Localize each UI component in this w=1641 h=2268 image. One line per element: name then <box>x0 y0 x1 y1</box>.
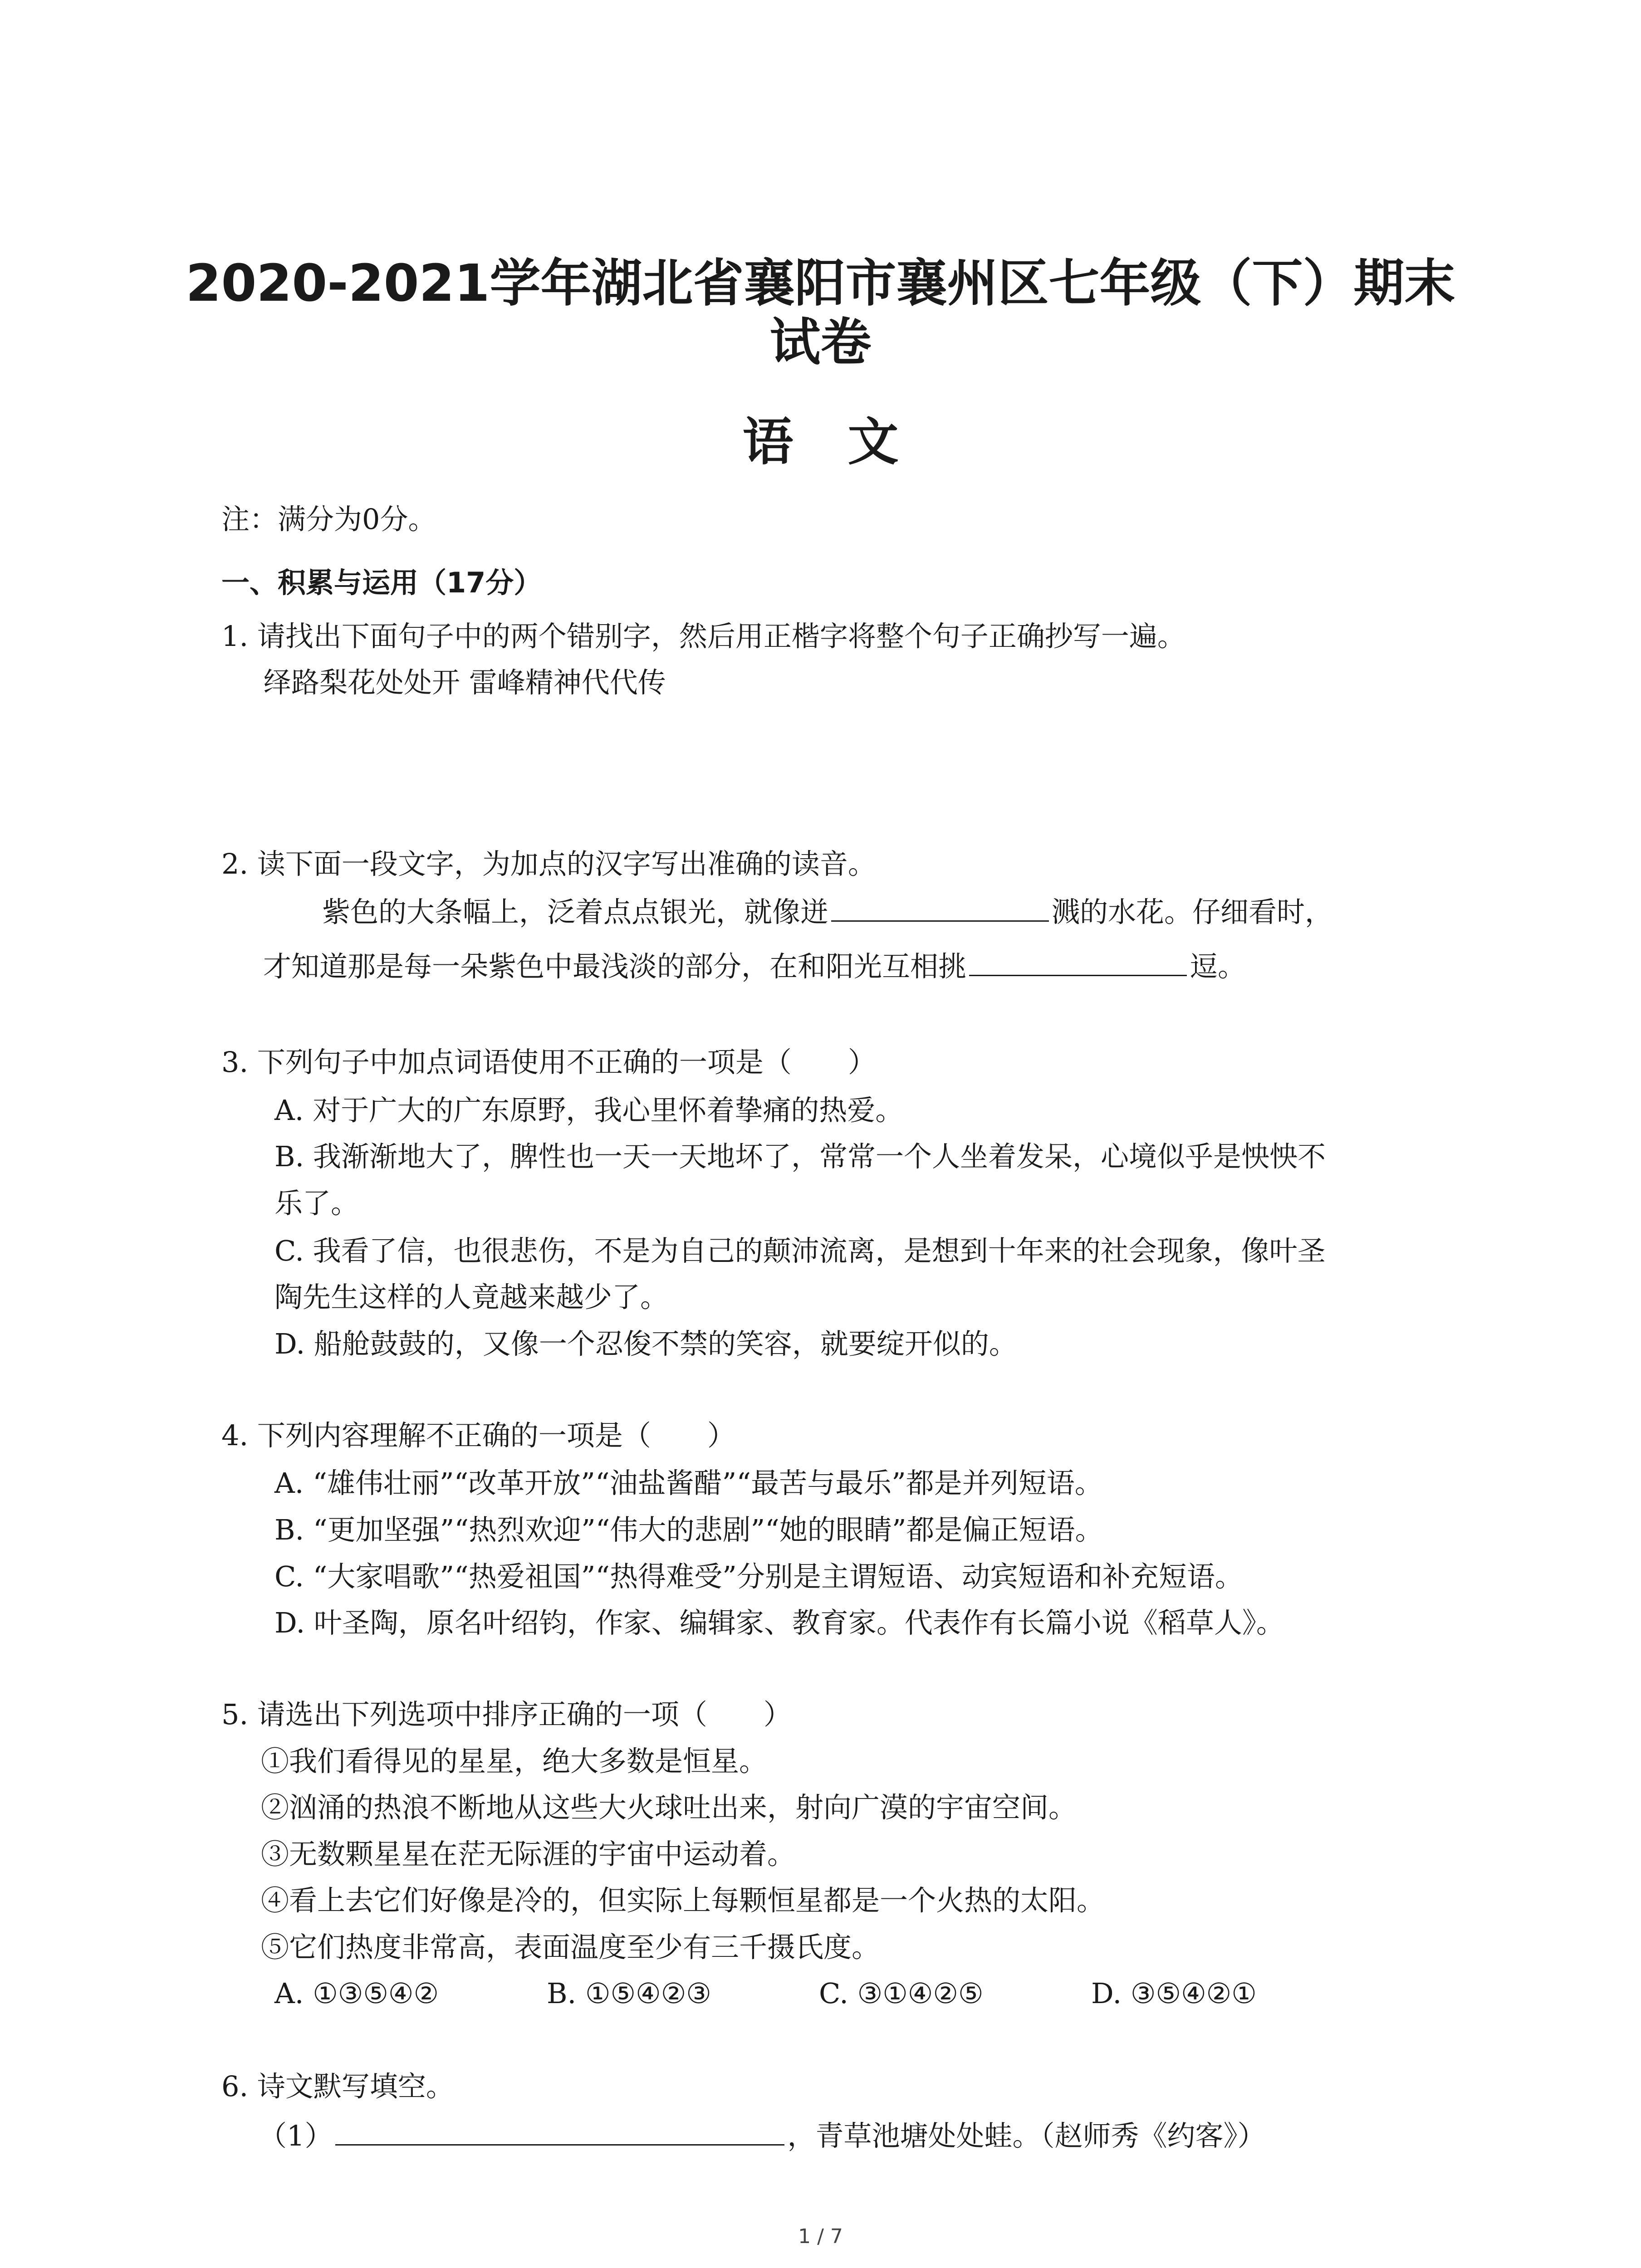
q6-stem: 6. 诗文默写填空。 <box>221 2070 454 2103</box>
q4-option-b[interactable]: B. “更加坚强”“热烈欢迎”“伟大的悲剧”“她的眼睛”都是偏正短语。 <box>274 1513 1103 1546</box>
q2-paragraph-line2 <box>263 947 1246 985</box>
q3-option-c-line2: 陶先生这样的人竟越来越少了。 <box>274 1281 669 1314</box>
q3-option-a[interactable]: A. 对于广大的广东原野，我心里怀着挚痛的热爱。 <box>274 1094 904 1127</box>
q2-stem: 2. 读下面一段文字，为加点的汉字写出准确的读音。 <box>221 847 876 880</box>
q5-option-d[interactable]: D. ③⑤④②① <box>1091 1977 1257 2010</box>
q6-item1-number: （1） <box>259 2119 333 2152</box>
q2-text-before-blank1: 紫色的大条幅上，泛着点点银光，就像迸 <box>322 895 829 929</box>
q4-option-d[interactable]: D. 叶圣陶，原名叶绍钧，作家、编辑家、教育家。代表作有长篇小说《稻草人》。 <box>274 1606 1284 1639</box>
q3-option-c-line1[interactable]: C. 我看了信，也很悲伤，不是为自己的颠沛流离，是想到十年来的社会现象，像叶圣 <box>274 1234 1326 1267</box>
q4-option-c[interactable]: C. “大家唱歌”“热爱祖国”“热得难受”分别是主谓短语、动宾短语和补充短语。 <box>274 1560 1243 1593</box>
q5-option-a[interactable]: A. ①③⑤④② <box>274 1977 439 2010</box>
q5-sentence-2: ②汹涌的热浪不断地从这些大火球吐出来，射向广漠的宇宙空间。 <box>261 1791 1077 1824</box>
q5-stem: 5. 请选出下列选项中排序正确的一项（ ） <box>221 1698 792 1731</box>
q4-option-a[interactable]: A. “雄伟壮丽”“改革开放”“油盐酱醋”“最苦与最乐”都是并列短语。 <box>274 1466 1103 1500</box>
q2-answer-blank-2[interactable] <box>969 947 1187 976</box>
q5-sentence-4: ④看上去它们好像是冷的，但实际上每颗恒星都是一个火热的太阳。 <box>261 1884 1105 1917</box>
q2-text-after-blank1: 溅的水花。仔细看时， <box>1052 895 1333 929</box>
q5-option-b[interactable]: B. ①⑤④②③ <box>547 1977 711 2010</box>
q5-options-row <box>274 1975 1363 2012</box>
q4-stem: 4. 下列内容理解不正确的一项是（ ） <box>221 1419 735 1452</box>
exam-title-line2: 试卷 <box>769 313 872 372</box>
q5-sentence-3: ③无数颗星星在茫无际涯的宇宙中运动着。 <box>261 1838 796 1871</box>
q6-item-1 <box>259 2116 1265 2154</box>
q1-stem: 1. 请找出下面句子中的两个错别字，然后用正楷字将整个句子正确抄写一遍。 <box>221 620 1185 653</box>
subject-heading: 语文 <box>742 413 953 472</box>
q2-text-before-blank2: 才知道那是每一朵紫色中最浅淡的部分，在和阳光互相挑 <box>263 950 967 983</box>
q5-sentence-1: ①我们看得见的星星，绝大多数是恒星。 <box>261 1745 768 1778</box>
q6-item1-answer-blank[interactable] <box>335 2116 784 2146</box>
page-number: 1 / 7 <box>798 2225 843 2248</box>
q6-item1-text: ，青草池塘处处蛙。（赵师秀《约客》） <box>787 2119 1266 2152</box>
q5-sentence-5: ⑤它们热度非常高，表面温度至少有三千摄氏度。 <box>261 1931 880 1964</box>
q2-text-after-blank2: 逗。 <box>1190 950 1246 983</box>
q3-option-b-line2: 乐了。 <box>274 1187 359 1220</box>
q5-option-c[interactable]: C. ③①④②⑤ <box>819 1977 984 2010</box>
q3-option-d[interactable]: D. 船舱鼓鼓的，又像一个忍俊不禁的笑容，就要绽开似的。 <box>274 1327 1017 1360</box>
q2-paragraph-line1 <box>322 892 1333 930</box>
exam-title-line1: 2020-2021学年湖北省襄阳市襄州区七年级（下）期末 <box>186 254 1455 313</box>
q2-answer-blank-1[interactable] <box>831 892 1049 922</box>
section-heading-1: 一、积累与运用（17分） <box>221 566 542 599</box>
score-note: 注：满分为0分。 <box>221 503 436 536</box>
q3-stem: 3. 下列句子中加点词语使用不正确的一项是（ ） <box>221 1046 876 1079</box>
q3-option-b-line1[interactable]: B. 我渐渐地大了，脾性也一天一天地坏了，常常一个人坐着发呆，心境似乎是怏怏不 <box>274 1140 1326 1173</box>
q1-text: 绎路梨花处处开 雷峰精神代代传 <box>263 666 666 699</box>
